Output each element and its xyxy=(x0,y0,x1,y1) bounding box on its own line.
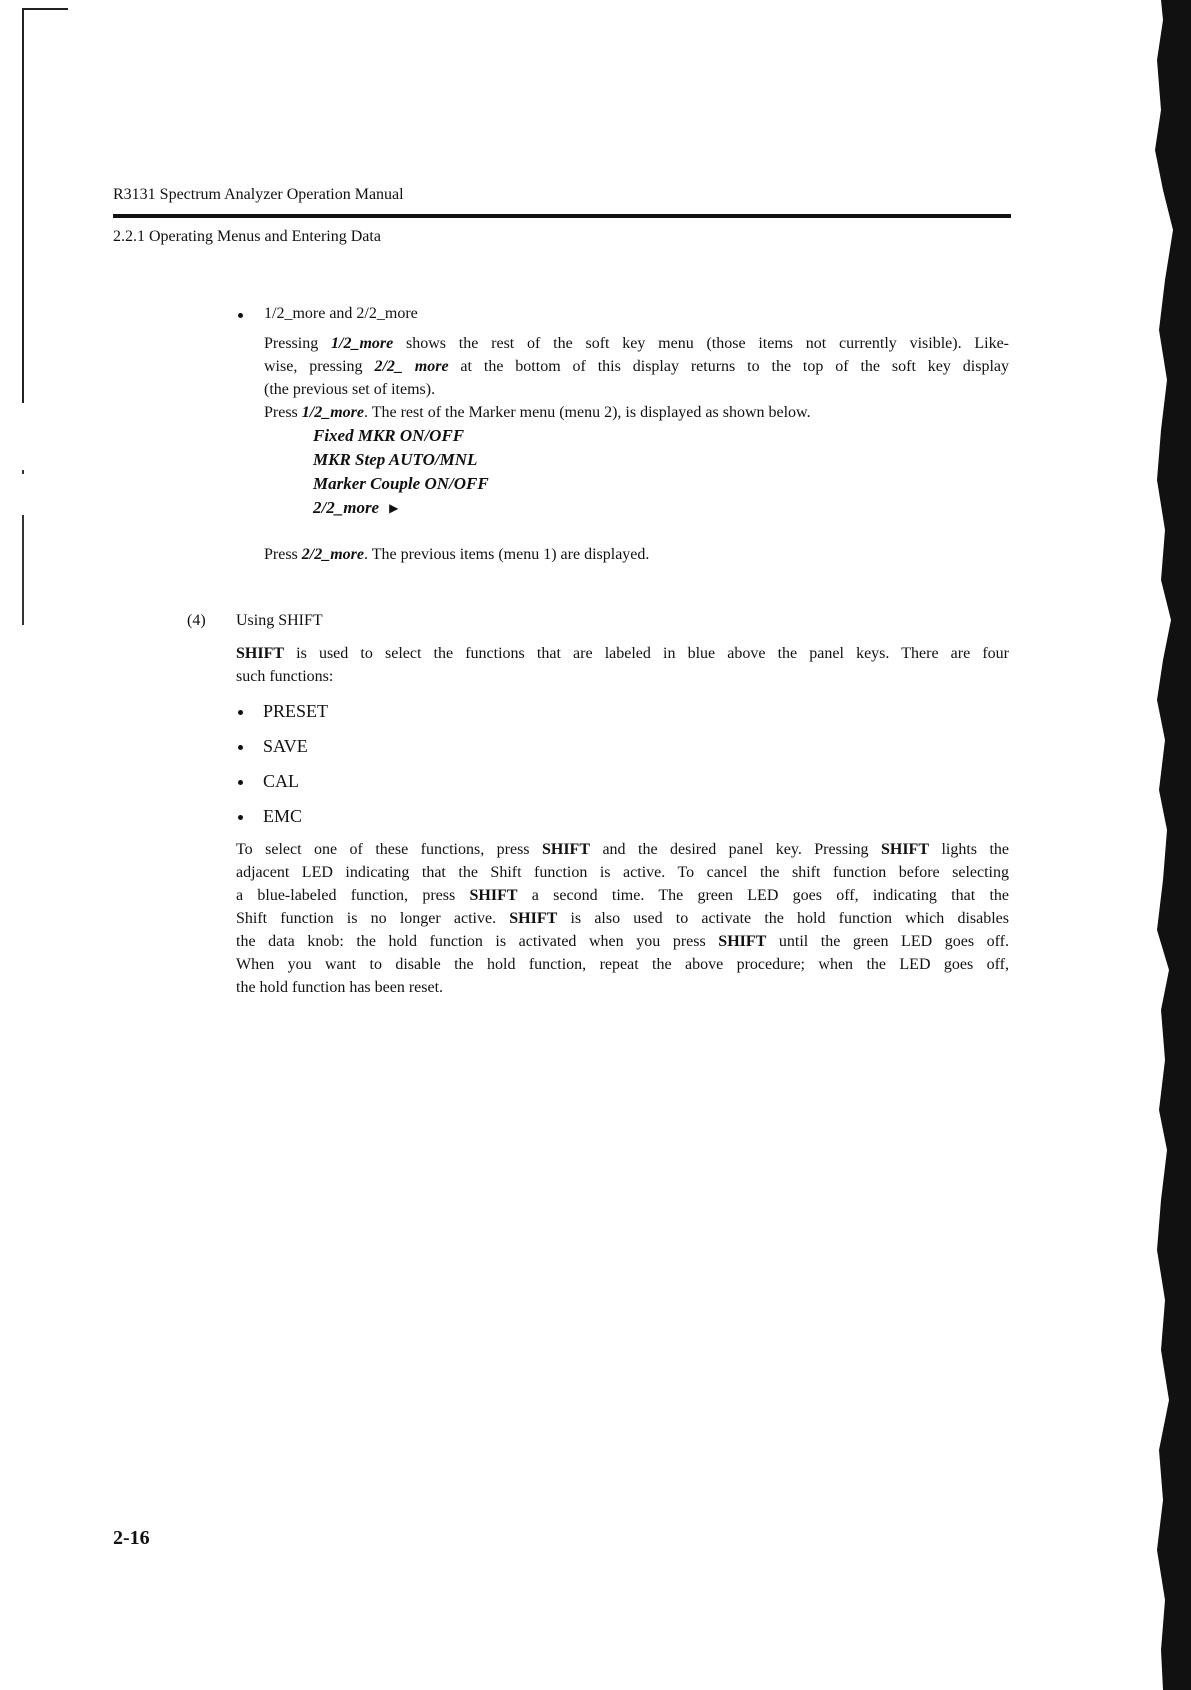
menu-item-marker-couple: Marker Couple ON/OFF xyxy=(313,474,489,493)
menu-item-mkr-step: MKR Step AUTO/MNL xyxy=(313,450,478,469)
section-heading: 2.2.1 Operating Menus and Entering Data xyxy=(113,228,381,245)
bullet-dot xyxy=(238,780,243,785)
more-keys-bullet: 1/2_more and 2/2_more xyxy=(264,305,418,322)
function-cal: CAL xyxy=(263,771,299,791)
text-line: a blue-labeled function, press SHIFT a second time. The green LED goes off, indicating that the xyxy=(236,887,1010,904)
bullet-dot xyxy=(238,313,243,318)
function-save: SAVE xyxy=(263,736,308,756)
section-number: (4) xyxy=(187,612,206,629)
menu-item-fixed-mkr: Fixed MKR ON/OFF xyxy=(313,426,465,445)
press-more-line: Press 1/2_more. The rest of the Marker menu (menu 2), is displayed as shown below. xyxy=(264,404,811,421)
shift-body-paragraph xyxy=(236,838,1009,999)
text-line: When you want to disable the hold function, repeat the above procedure; when the LED goes off, xyxy=(236,956,1009,973)
shift-heading: Using SHIFT xyxy=(236,612,323,629)
bullet-dot xyxy=(238,815,243,820)
scan-tick-mark xyxy=(22,515,24,625)
page-number: 2-16 xyxy=(113,1527,150,1549)
text-line: Pressing 1/2_more shows the rest of the soft key menu (those items not currently visible). Like- xyxy=(264,335,1009,352)
text-line: wise, pressing 2/2_ more at the bottom of this display returns to the top of the soft key display xyxy=(264,358,1010,375)
function-preset: PRESET xyxy=(263,701,329,721)
torn-page-edge xyxy=(1147,0,1191,1690)
press-previous-line: Press 2/2_more. The previous items (menu 1) are displayed. xyxy=(264,546,650,563)
header-rule xyxy=(113,214,1011,218)
bullet-dot xyxy=(238,745,243,750)
shift-intro-paragraph xyxy=(236,642,1009,688)
bullet-dot xyxy=(238,710,243,715)
text-line: adjacent LED indicating that the Shift function is active. To cancel the shift function before selecting xyxy=(236,864,1009,881)
more-keys-paragraph xyxy=(264,332,1009,401)
text-line: Shift function is no longer active. SHIFT is also used to activate the hold function which disables xyxy=(236,910,1009,927)
text-line: the data knob: the hold function is activated when you press SHIFT until the green LED goes off. xyxy=(236,933,1010,950)
text-line: the hold function has been reset. xyxy=(236,979,444,996)
text-line: SHIFT is used to select the functions that are labeled in blue above the panel keys. There are four xyxy=(236,645,1009,662)
text-line: such functions: xyxy=(236,668,334,685)
scan-margin-line xyxy=(22,8,24,403)
text-line: To select one of these functions, press SHIFT and the desired panel key. Pressing SHIFT lights the xyxy=(236,841,1009,858)
manual-title: R3131 Spectrum Analyzer Operation Manual xyxy=(113,186,404,203)
scan-corner-mark xyxy=(22,8,68,10)
text-line: (the previous set of items). xyxy=(264,381,436,398)
scan-tick-mark xyxy=(22,470,24,474)
menu-item-more: 2/2_more ▶ xyxy=(313,496,398,520)
play-arrow-icon: ▶ xyxy=(389,501,399,515)
function-emc: EMC xyxy=(263,806,303,826)
